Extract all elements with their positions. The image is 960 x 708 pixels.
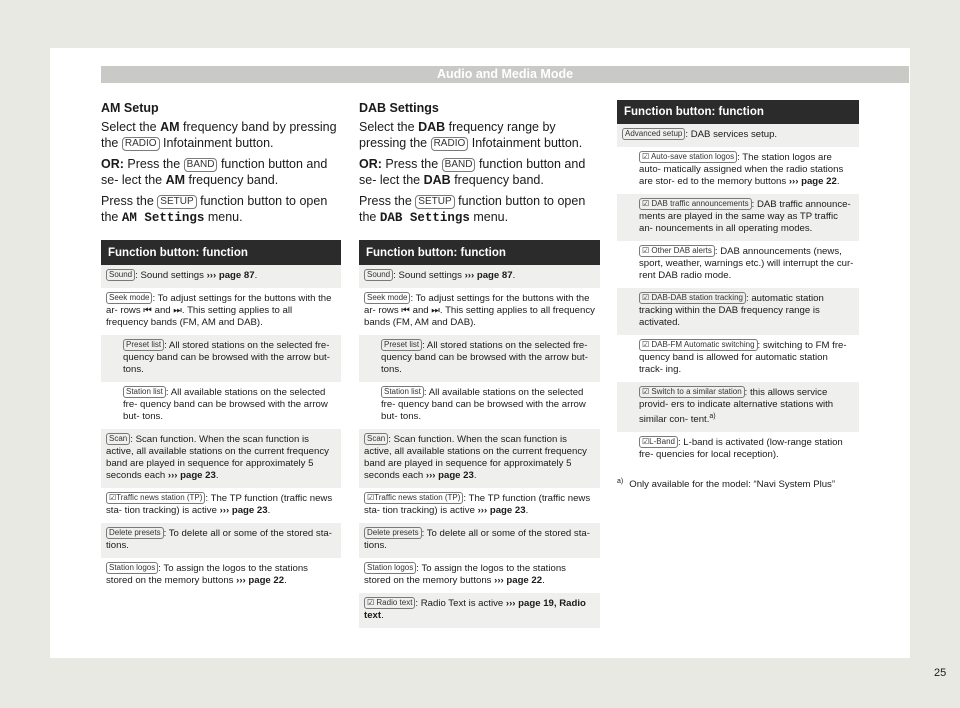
- sound-key: Sound: [106, 269, 135, 281]
- manual-page: [50, 48, 947, 679]
- am-paragraph-3: Press the SETUP function button to open the AM Settings menu.: [101, 194, 328, 225]
- sound-key: Sound: [364, 269, 393, 281]
- dab-paragraph-3: Press the SETUP function button to open the DAB Settings menu.: [359, 194, 586, 225]
- other-dab-alerts-key: ☑ Other DAB alerts: [639, 245, 715, 257]
- scan-key: Scan: [364, 433, 388, 445]
- station-logos-key: Station logos: [106, 562, 158, 574]
- table-row: ☑ Switch to a similar station : this allows service provid- ers to indicate alternative stations with similar con- tent.$^{a)}$: [617, 382, 859, 432]
- am-paragraph-1: Select the AM frequency band by pressing the RADIO Infotainment button.: [101, 120, 337, 150]
- table-row: Station list : All available stations on the selected fre- quency band can be browsed with the arrow but- tons.: [381, 387, 586, 422]
- footnote: $^{a)}$ Only available for the model: “Navi System Plus”: [617, 478, 836, 491]
- table-row: ☑ Auto-save station logos : The station logos are auto- matically assigned when the radio stations are stor- ed to the memory buttons ››› page 22.: [639, 152, 844, 187]
- preset-list-key: Preset list: [123, 339, 164, 351]
- advanced-setup-key: Advanced setup: [622, 128, 685, 140]
- setup-key: SETUP: [157, 195, 196, 209]
- traffic-news-key: ☑Traffic news station (TP): [364, 492, 463, 504]
- am-function-table: [101, 240, 341, 593]
- dab-function-table: [359, 240, 600, 628]
- am-column: [101, 100, 341, 593]
- radio-key: RADIO: [122, 137, 160, 151]
- table-row: ☑ DAB-DAB station tracking : automatic station tracking within the DAB frequency range is activated.: [617, 288, 859, 335]
- table-row: Scan : Scan function. When the scan function is active, all available stations on the current frequency band are played in sequence for approximately 5 seconds each ››› page 23.: [101, 429, 341, 488]
- table-row: Station logos : To assign the logos to the stations stored on the memory buttons ››› page 22.: [364, 563, 566, 586]
- table-header: Function button: function: [359, 240, 600, 265]
- auto-save-logos-key: ☑ Auto-save station logos: [639, 151, 737, 163]
- table-row: ☑Traffic news station (TP) : The TP function (traffic news sta- tion tracking) is active ››› page 23.: [364, 493, 591, 516]
- table-row: Delete presets : To delete all or some of the stored sta- tions.: [359, 523, 600, 558]
- table-row: ☑ DAB traffic announcements : DAB traffic announce- ments are played in the same way as TP traffic an- nouncements in all operating modes.: [617, 194, 859, 241]
- dab-advanced-table: [617, 100, 859, 467]
- dab-fm-switching-key: ☑ DAB-FM Automatic switching: [639, 339, 758, 351]
- dab-heading: DAB Settings: [359, 101, 439, 115]
- dab-paragraph-2: OR: Press the BAND function button and se- lect the DAB frequency band.: [359, 157, 586, 187]
- band-key: BAND: [184, 158, 218, 172]
- table-row: Station list : All available stations on the selected fre- quency band can be browsed with the arrow but- tons.: [123, 387, 328, 422]
- dab-traffic-key: ☑ DAB traffic announcements: [639, 198, 752, 210]
- table-row: ☑L-Band : L-band is activated (low-range station fre- quencies for local reception).: [639, 437, 843, 461]
- traffic-news-key: ☑Traffic news station (TP): [106, 492, 205, 504]
- dab-dab-tracking-key: ☑ DAB-DAB station tracking: [639, 292, 746, 304]
- station-list-key: Station list: [123, 386, 166, 398]
- dab-continued-column: [617, 100, 859, 491]
- seek-mode-key: Seek mode: [364, 292, 410, 304]
- table-row: Preset list : All stored stations on the selected fre- quency band can be browsed with the arrow but- tons.: [359, 335, 600, 382]
- table-row: Preset list : All stored stations on the selected fre- quency band can be browsed with the arrow but- tons.: [101, 335, 341, 382]
- dab-paragraph-1: Select the DAB frequency range by pressing the RADIO Infotainment button.: [359, 120, 583, 150]
- table-row: Station logos : To assign the logos to the stations stored on the memory buttons ››› page 22.: [106, 563, 308, 586]
- similar-station-key: ☑ Switch to a similar station: [639, 386, 745, 398]
- table-row: Seek mode : To adjust settings for the buttons with the ar- rows ⏮ and ⏭. This setting applies to all frequency bands (FM, AM and DAB).: [106, 293, 332, 328]
- seek-mode-key: Seek mode: [106, 292, 152, 304]
- table-header: Function button: function: [101, 240, 341, 265]
- scan-key: Scan: [106, 433, 130, 445]
- delete-presets-key: Delete presets: [364, 527, 422, 539]
- am-paragraph-2: OR: Press the BAND function button and se- lect the AM frequency band.: [101, 157, 328, 187]
- table-row: ☑ DAB-FM Automatic switching : switching to FM fre- quency band is allowed for automatic station track- ing.: [639, 340, 847, 375]
- table-row: Scan : Scan function. When the scan function is active, all available stations on the current frequency band are played in sequence for approximately 5 seconds each ››› page 23.: [359, 429, 600, 488]
- radio-key: RADIO: [431, 137, 469, 151]
- table-row: Sound : Sound settings ››› page 87.: [359, 265, 600, 288]
- section-header: Audio and Media Mode: [101, 66, 909, 83]
- delete-presets-key: Delete presets: [106, 527, 164, 539]
- station-logos-key: Station logos: [364, 562, 416, 574]
- table-row: Seek mode : To adjust settings for the buttons with the ar- rows ⏮ and ⏭. This setting applies to all frequency bands (FM, AM and DAB).: [364, 293, 595, 328]
- station-list-key: Station list: [381, 386, 424, 398]
- am-heading: AM Setup: [101, 101, 159, 115]
- l-band-key: ☑L-Band: [639, 436, 678, 448]
- preset-list-key: Preset list: [381, 339, 422, 351]
- band-key: BAND: [442, 158, 476, 172]
- table-row: Advanced setup : DAB services setup.: [617, 124, 859, 147]
- table-row: ☑ Other DAB alerts : DAB announcements (news, sport, weather, warnings etc.) will interrupt the cur- rent DAB radio mode.: [639, 246, 854, 281]
- radio-text-key: ☑ Radio text: [364, 597, 415, 609]
- table-header: Function button: function: [617, 100, 859, 124]
- table-row: ☑ Radio text : Radio Text is active ››› page 19, Radio text.: [359, 593, 600, 628]
- dab-column: [359, 100, 600, 628]
- setup-key: SETUP: [415, 195, 454, 209]
- table-row: Sound : Sound settings ››› page 87.: [101, 265, 341, 288]
- table-row: ☑Traffic news station (TP) : The TP function (traffic news sta- tion tracking) is active ››› page 23.: [106, 493, 333, 516]
- page-number: 25: [934, 667, 947, 679]
- table-row: Delete presets : To delete all or some of the stored sta- tions.: [101, 523, 341, 558]
